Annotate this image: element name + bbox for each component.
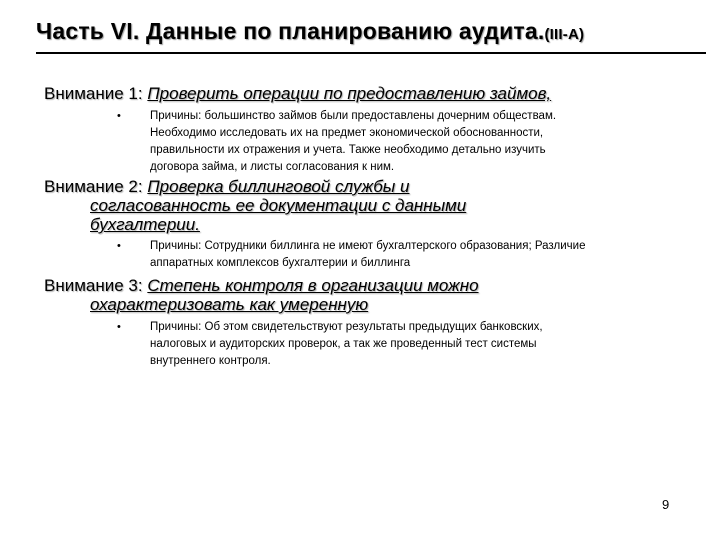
attention-item-3-reason xyxy=(150,319,690,370)
reason-line: правильности их отражения и учета. Также необходимо детально изучить xyxy=(150,144,546,156)
attention-item-1-topic: Проверить операции по предоставлению займов, xyxy=(147,84,552,103)
attention-item-2-reason xyxy=(150,238,690,272)
reason-line: договора займа, и листы согласования к ним. xyxy=(150,161,395,173)
attention-item-1-heading xyxy=(44,84,694,103)
bullet-icon: • xyxy=(117,240,121,252)
attention-item-3-topic-cont: охарактеризовать как умеренную xyxy=(90,295,369,314)
slide-title xyxy=(36,18,584,45)
attention-item-2-topic: Проверка биллинговой службы и xyxy=(147,177,410,196)
bullet-icon: • xyxy=(117,321,121,333)
slide-title-text: Часть VI. Данные по планированию аудита. xyxy=(36,18,545,44)
attention-item-1-reason xyxy=(150,108,690,176)
attention-item-3-topic: Степень контроля в организации можно xyxy=(147,276,479,295)
bullet-icon: • xyxy=(117,110,121,122)
reason-line: аппаратных комплексов бухгалтерии и биллинга xyxy=(150,257,411,269)
attention-item-2-topic-cont: бухгалтерии. xyxy=(90,215,200,234)
attention-item-2-label: Внимание 2: xyxy=(44,177,143,196)
attention-item-1-label: Внимание 1: xyxy=(44,84,143,103)
reason-line: налоговых и аудиторских проверок, а так же проведенный тест системы xyxy=(150,338,537,350)
reason-line: Причины: Сотрудники биллинга не имеют бухгалтерского образования; Различие xyxy=(150,240,586,252)
reason-line: Причины: большинство займов были предоставлены дочерним обществам. xyxy=(150,110,557,122)
attention-item-3-heading xyxy=(44,276,694,314)
attention-item-2-topic-cont: согласованность ее документации с данными xyxy=(90,196,467,215)
slide-title-bar xyxy=(36,12,706,54)
attention-item-3-label: Внимание 3: xyxy=(44,276,143,295)
page-number: 9 xyxy=(662,497,670,512)
reason-line: Необходимо исследовать их на предмет экономической обоснованности, xyxy=(150,127,544,139)
reason-line: Причины: Об этом свидетельствуют результаты предыдущих банковских, xyxy=(150,321,543,333)
attention-item-2-heading xyxy=(44,177,694,234)
reason-line: внутреннего контроля. xyxy=(150,355,271,367)
slide-title-suffix: (III-A) xyxy=(544,26,585,43)
